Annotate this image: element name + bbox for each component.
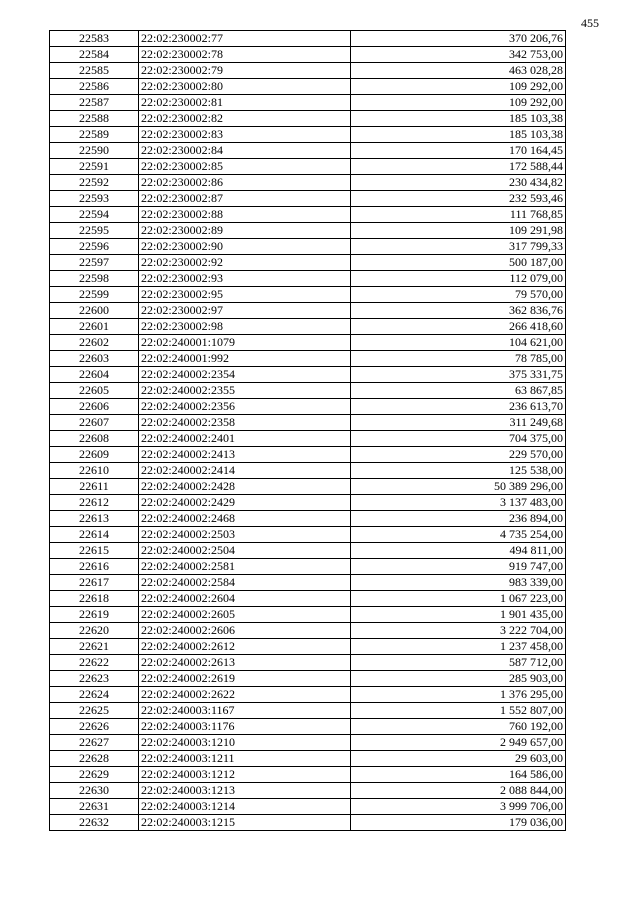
row-number: 22598 (50, 271, 139, 287)
row-number: 22622 (50, 655, 139, 671)
row-number: 22591 (50, 159, 139, 175)
table-row (50, 671, 566, 687)
cadastral-number: 22:02:240002:2612 (139, 639, 351, 655)
value-cell: 236 894,00 (351, 511, 566, 527)
row-number: 22619 (50, 607, 139, 623)
row-number: 22613 (50, 511, 139, 527)
cadastral-number: 22:02:230002:77 (139, 31, 351, 47)
table-row (50, 319, 566, 335)
cadastral-number: 22:02:230002:97 (139, 303, 351, 319)
value-cell: 109 292,00 (351, 79, 566, 95)
row-number: 22618 (50, 591, 139, 607)
cadastral-number: 22:02:240003:1214 (139, 799, 351, 815)
table-row (50, 159, 566, 175)
cadastral-number: 22:02:240002:2354 (139, 367, 351, 383)
cadastral-number: 22:02:240002:2429 (139, 495, 351, 511)
table-row (50, 175, 566, 191)
row-number: 22600 (50, 303, 139, 319)
table-row (50, 447, 566, 463)
table-row (50, 559, 566, 575)
cadastral-number: 22:02:240003:1211 (139, 751, 351, 767)
table-row (50, 767, 566, 783)
value-cell: 1 237 458,00 (351, 639, 566, 655)
value-cell: 375 331,75 (351, 367, 566, 383)
table-row (50, 303, 566, 319)
value-cell: 317 799,33 (351, 239, 566, 255)
value-cell: 79 570,00 (351, 287, 566, 303)
cadastral-number: 22:02:240002:2584 (139, 575, 351, 591)
row-number: 22599 (50, 287, 139, 303)
value-cell: 494 811,00 (351, 543, 566, 559)
cadastral-number: 22:02:240002:2356 (139, 399, 351, 415)
table-row (50, 63, 566, 79)
table-row (50, 495, 566, 511)
table-row (50, 815, 566, 831)
row-number: 22620 (50, 623, 139, 639)
row-number: 22594 (50, 207, 139, 223)
value-cell: 342 753,00 (351, 47, 566, 63)
value-cell: 63 867,85 (351, 383, 566, 399)
row-number: 22616 (50, 559, 139, 575)
registry-table (49, 30, 566, 831)
value-cell: 29 603,00 (351, 751, 566, 767)
row-number: 22595 (50, 223, 139, 239)
value-cell: 229 570,00 (351, 447, 566, 463)
value-cell: 370 206,76 (351, 31, 566, 47)
value-cell: 164 586,00 (351, 767, 566, 783)
table-row (50, 223, 566, 239)
value-cell: 1 067 223,00 (351, 591, 566, 607)
row-number: 22605 (50, 383, 139, 399)
table-row (50, 623, 566, 639)
cadastral-number: 22:02:230002:80 (139, 79, 351, 95)
table-row (50, 591, 566, 607)
value-cell: 311 249,68 (351, 415, 566, 431)
cadastral-number: 22:02:240002:2605 (139, 607, 351, 623)
row-number: 22626 (50, 719, 139, 735)
row-number: 22589 (50, 127, 139, 143)
table-row (50, 511, 566, 527)
value-cell: 109 291,98 (351, 223, 566, 239)
row-number: 22629 (50, 767, 139, 783)
row-number: 22614 (50, 527, 139, 543)
row-number: 22588 (50, 111, 139, 127)
cadastral-number: 22:02:230002:86 (139, 175, 351, 191)
table-row (50, 543, 566, 559)
row-number: 22590 (50, 143, 139, 159)
value-cell: 50 389 296,00 (351, 479, 566, 495)
cadastral-number: 22:02:240003:1210 (139, 735, 351, 751)
cadastral-number: 22:02:240002:2428 (139, 479, 351, 495)
row-number: 22617 (50, 575, 139, 591)
cadastral-number: 22:02:240002:2503 (139, 527, 351, 543)
cadastral-number: 22:02:230002:79 (139, 63, 351, 79)
cadastral-number: 22:02:230002:92 (139, 255, 351, 271)
row-number: 22585 (50, 63, 139, 79)
cadastral-number: 22:02:230002:85 (139, 159, 351, 175)
row-number: 22601 (50, 319, 139, 335)
row-number: 22627 (50, 735, 139, 751)
cadastral-number: 22:02:240003:1213 (139, 783, 351, 799)
table-row (50, 415, 566, 431)
row-number: 22587 (50, 95, 139, 111)
cadastral-number: 22:02:240002:2604 (139, 591, 351, 607)
row-number: 22631 (50, 799, 139, 815)
row-number: 22586 (50, 79, 139, 95)
value-cell: 104 621,00 (351, 335, 566, 351)
table-row (50, 271, 566, 287)
value-cell: 111 768,85 (351, 207, 566, 223)
row-number: 22612 (50, 495, 139, 511)
cadastral-number: 22:02:240002:2414 (139, 463, 351, 479)
value-cell: 919 747,00 (351, 559, 566, 575)
table-row (50, 207, 566, 223)
table-row (50, 287, 566, 303)
cadastral-number: 22:02:230002:81 (139, 95, 351, 111)
row-number: 22593 (50, 191, 139, 207)
value-cell: 78 785,00 (351, 351, 566, 367)
table-row (50, 575, 566, 591)
value-cell: 109 292,00 (351, 95, 566, 111)
table-row (50, 335, 566, 351)
cadastral-number: 22:02:230002:89 (139, 223, 351, 239)
table-row (50, 31, 566, 47)
cadastral-number: 22:02:240003:1167 (139, 703, 351, 719)
table-row (50, 751, 566, 767)
cadastral-number: 22:02:240002:2581 (139, 559, 351, 575)
row-number: 22632 (50, 815, 139, 831)
row-number: 22603 (50, 351, 139, 367)
table-row (50, 191, 566, 207)
cadastral-number: 22:02:240002:2622 (139, 687, 351, 703)
cadastral-number: 22:02:240003:1212 (139, 767, 351, 783)
cadastral-number: 22:02:240002:2468 (139, 511, 351, 527)
table-row (50, 95, 566, 111)
value-cell: 112 079,00 (351, 271, 566, 287)
cadastral-number: 22:02:240002:2355 (139, 383, 351, 399)
row-number: 22596 (50, 239, 139, 255)
value-cell: 2 088 844,00 (351, 783, 566, 799)
row-number: 22602 (50, 335, 139, 351)
value-cell: 4 735 254,00 (351, 527, 566, 543)
table-row (50, 719, 566, 735)
cadastral-number: 22:02:240001:1079 (139, 335, 351, 351)
value-cell: 3 137 483,00 (351, 495, 566, 511)
value-cell: 232 593,46 (351, 191, 566, 207)
table-row (50, 735, 566, 751)
row-number: 22630 (50, 783, 139, 799)
table-row (50, 47, 566, 63)
cadastral-number: 22:02:240001:992 (139, 351, 351, 367)
cadastral-number: 22:02:230002:98 (139, 319, 351, 335)
table-row (50, 399, 566, 415)
table-row (50, 79, 566, 95)
row-number: 22610 (50, 463, 139, 479)
cadastral-number: 22:02:230002:82 (139, 111, 351, 127)
row-number: 22625 (50, 703, 139, 719)
value-cell: 463 028,28 (351, 63, 566, 79)
cadastral-number: 22:02:240002:2606 (139, 623, 351, 639)
value-cell: 3 222 704,00 (351, 623, 566, 639)
cadastral-number: 22:02:230002:88 (139, 207, 351, 223)
table-row (50, 463, 566, 479)
cadastral-number: 22:02:230002:83 (139, 127, 351, 143)
table-row (50, 239, 566, 255)
cadastral-number: 22:02:230002:87 (139, 191, 351, 207)
value-cell: 362 836,76 (351, 303, 566, 319)
table-row (50, 111, 566, 127)
row-number: 22608 (50, 431, 139, 447)
cadastral-number: 22:02:240002:2613 (139, 655, 351, 671)
row-number: 22604 (50, 367, 139, 383)
row-number: 22621 (50, 639, 139, 655)
row-number: 22607 (50, 415, 139, 431)
table-row (50, 703, 566, 719)
value-cell: 285 903,00 (351, 671, 566, 687)
row-number: 22583 (50, 31, 139, 47)
table-row (50, 431, 566, 447)
table-row (50, 783, 566, 799)
value-cell: 587 712,00 (351, 655, 566, 671)
table-row (50, 799, 566, 815)
cadastral-number: 22:02:230002:90 (139, 239, 351, 255)
table-row (50, 639, 566, 655)
row-number: 22611 (50, 479, 139, 495)
cadastral-number: 22:02:240002:2504 (139, 543, 351, 559)
value-cell: 983 339,00 (351, 575, 566, 591)
table-row (50, 255, 566, 271)
table-row (50, 687, 566, 703)
value-cell: 1 376 295,00 (351, 687, 566, 703)
table-row (50, 607, 566, 623)
value-cell: 125 538,00 (351, 463, 566, 479)
cadastral-number: 22:02:230002:84 (139, 143, 351, 159)
table-row (50, 143, 566, 159)
value-cell: 1 901 435,00 (351, 607, 566, 623)
value-cell: 185 103,38 (351, 127, 566, 143)
value-cell: 500 187,00 (351, 255, 566, 271)
value-cell: 236 613,70 (351, 399, 566, 415)
row-number: 22597 (50, 255, 139, 271)
value-cell: 179 036,00 (351, 815, 566, 831)
cadastral-number: 22:02:240002:2358 (139, 415, 351, 431)
cadastral-number: 22:02:240003:1215 (139, 815, 351, 831)
value-cell: 172 588,44 (351, 159, 566, 175)
value-cell: 230 434,82 (351, 175, 566, 191)
table-row (50, 351, 566, 367)
table-row (50, 527, 566, 543)
table-body (50, 31, 566, 831)
table-row (50, 479, 566, 495)
row-number: 22584 (50, 47, 139, 63)
table-row (50, 383, 566, 399)
table-row (50, 367, 566, 383)
page-number: 455 (581, 16, 599, 30)
cadastral-number: 22:02:240002:2413 (139, 447, 351, 463)
table-row (50, 127, 566, 143)
row-number: 22628 (50, 751, 139, 767)
cadastral-number: 22:02:230002:95 (139, 287, 351, 303)
cadastral-number: 22:02:240002:2401 (139, 431, 351, 447)
value-cell: 3 999 706,00 (351, 799, 566, 815)
row-number: 22623 (50, 671, 139, 687)
value-cell: 185 103,38 (351, 111, 566, 127)
cadastral-number: 22:02:230002:93 (139, 271, 351, 287)
value-cell: 704 375,00 (351, 431, 566, 447)
cadastral-number: 22:02:240003:1176 (139, 719, 351, 735)
row-number: 22624 (50, 687, 139, 703)
value-cell: 2 949 657,00 (351, 735, 566, 751)
table-row (50, 655, 566, 671)
row-number: 22606 (50, 399, 139, 415)
cadastral-number: 22:02:230002:78 (139, 47, 351, 63)
cadastral-number: 22:02:240002:2619 (139, 671, 351, 687)
value-cell: 170 164,45 (351, 143, 566, 159)
value-cell: 1 552 807,00 (351, 703, 566, 719)
row-number: 22609 (50, 447, 139, 463)
row-number: 22615 (50, 543, 139, 559)
value-cell: 266 418,60 (351, 319, 566, 335)
row-number: 22592 (50, 175, 139, 191)
value-cell: 760 192,00 (351, 719, 566, 735)
